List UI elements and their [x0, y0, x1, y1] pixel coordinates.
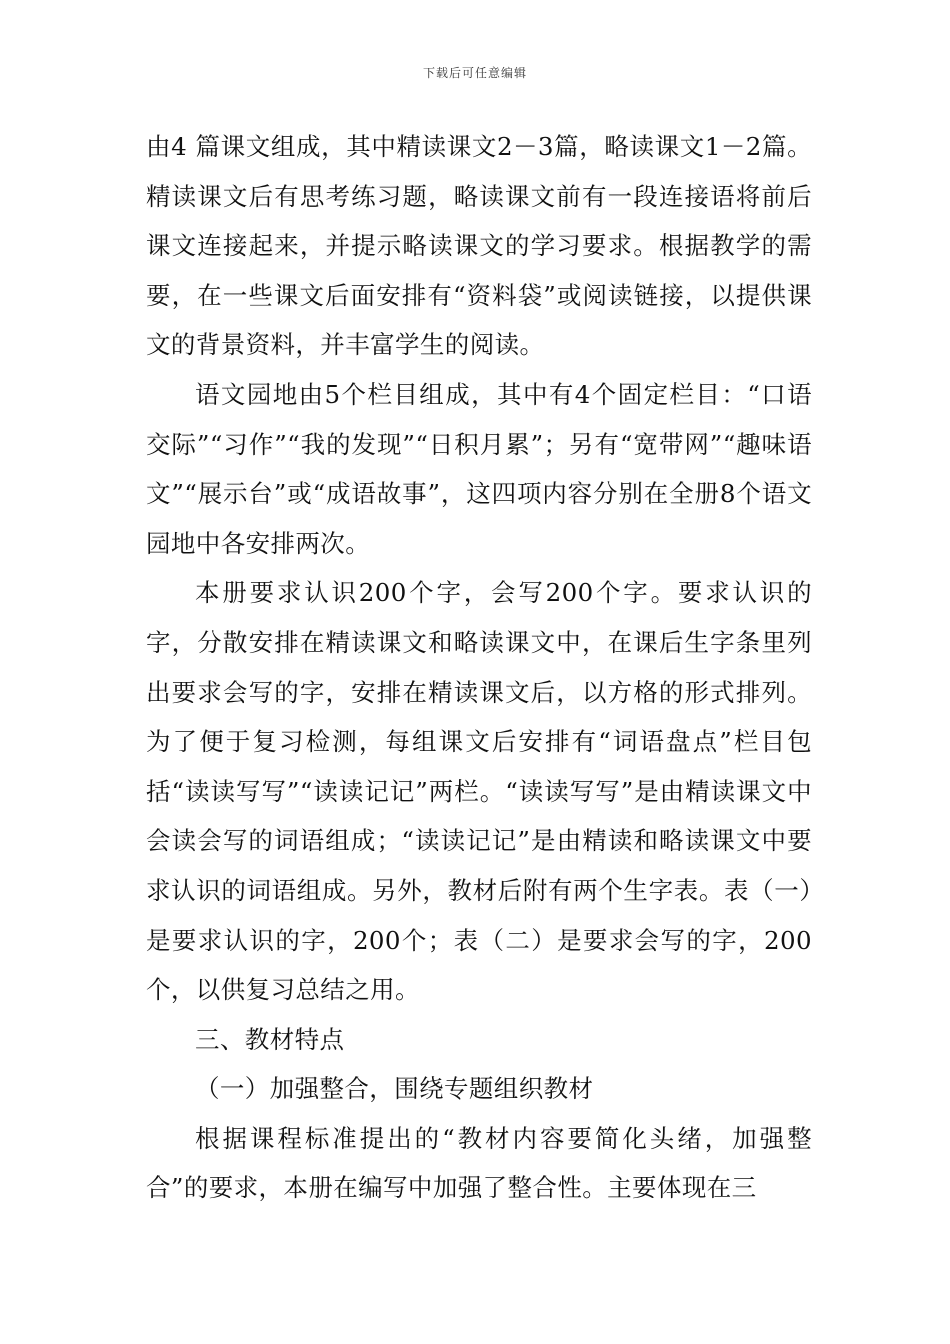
paragraph-2: 语文园地由5个栏目组成，其中有4个固定栏目：“口语交际”“习作”“我的发现”“日积月累”；另有“宽带网”“趣味语文”“展示台”或“成语故事”，这四项内容分别在全册8个语文园地中各安排两次。 — [146, 379, 812, 558]
document-body — [146, 122, 812, 1213]
subsection-heading: （一）加强整合，围绕专题组织教材 — [195, 1074, 594, 1104]
section-heading: 三、教材特点 — [195, 1024, 345, 1054]
paragraph-1: 由4 篇课文组成，其中精读课文2－3篇，略读课文1－2篇。精读课文后有思考练习题，略读课文前有一段连接语将前后课文连接起来，并提示略读课文的学习要求。根据教学的需要，在一些课文后面安排有“资料袋”或阅读链接，以提供课文的背景资料，并丰富学生的阅读。 — [146, 132, 812, 360]
paragraph-4: 根据课程标准提出的“教材内容要简化头绪，加强整合”的要求，本册在编写中加强了整合性。主要体现在三 — [146, 1123, 812, 1203]
page-header: 下载后可任意编辑 — [422, 66, 527, 80]
paragraph-3: 本册要求认识200个字，会写200个字。要求认识的字，分散安排在精读课文和略读课文中，在课后生字条里列出要求会写的字，安排在精读课文后，以方格的形式排列。为了便于复习检测，每组课文后安排有“词语盘点”栏目包括“读读写写”“读读记记”两栏。“读读写写”是由精读课文中会读会写的词语组成；“读读记记”是由精读和略读课文中要求认识的词语组成。另外，教材后附有两个生字表。表（一）是要求认识的字，200个；表（二）是要求会写的字，200个，以供复习总结之用。 — [146, 578, 812, 1005]
